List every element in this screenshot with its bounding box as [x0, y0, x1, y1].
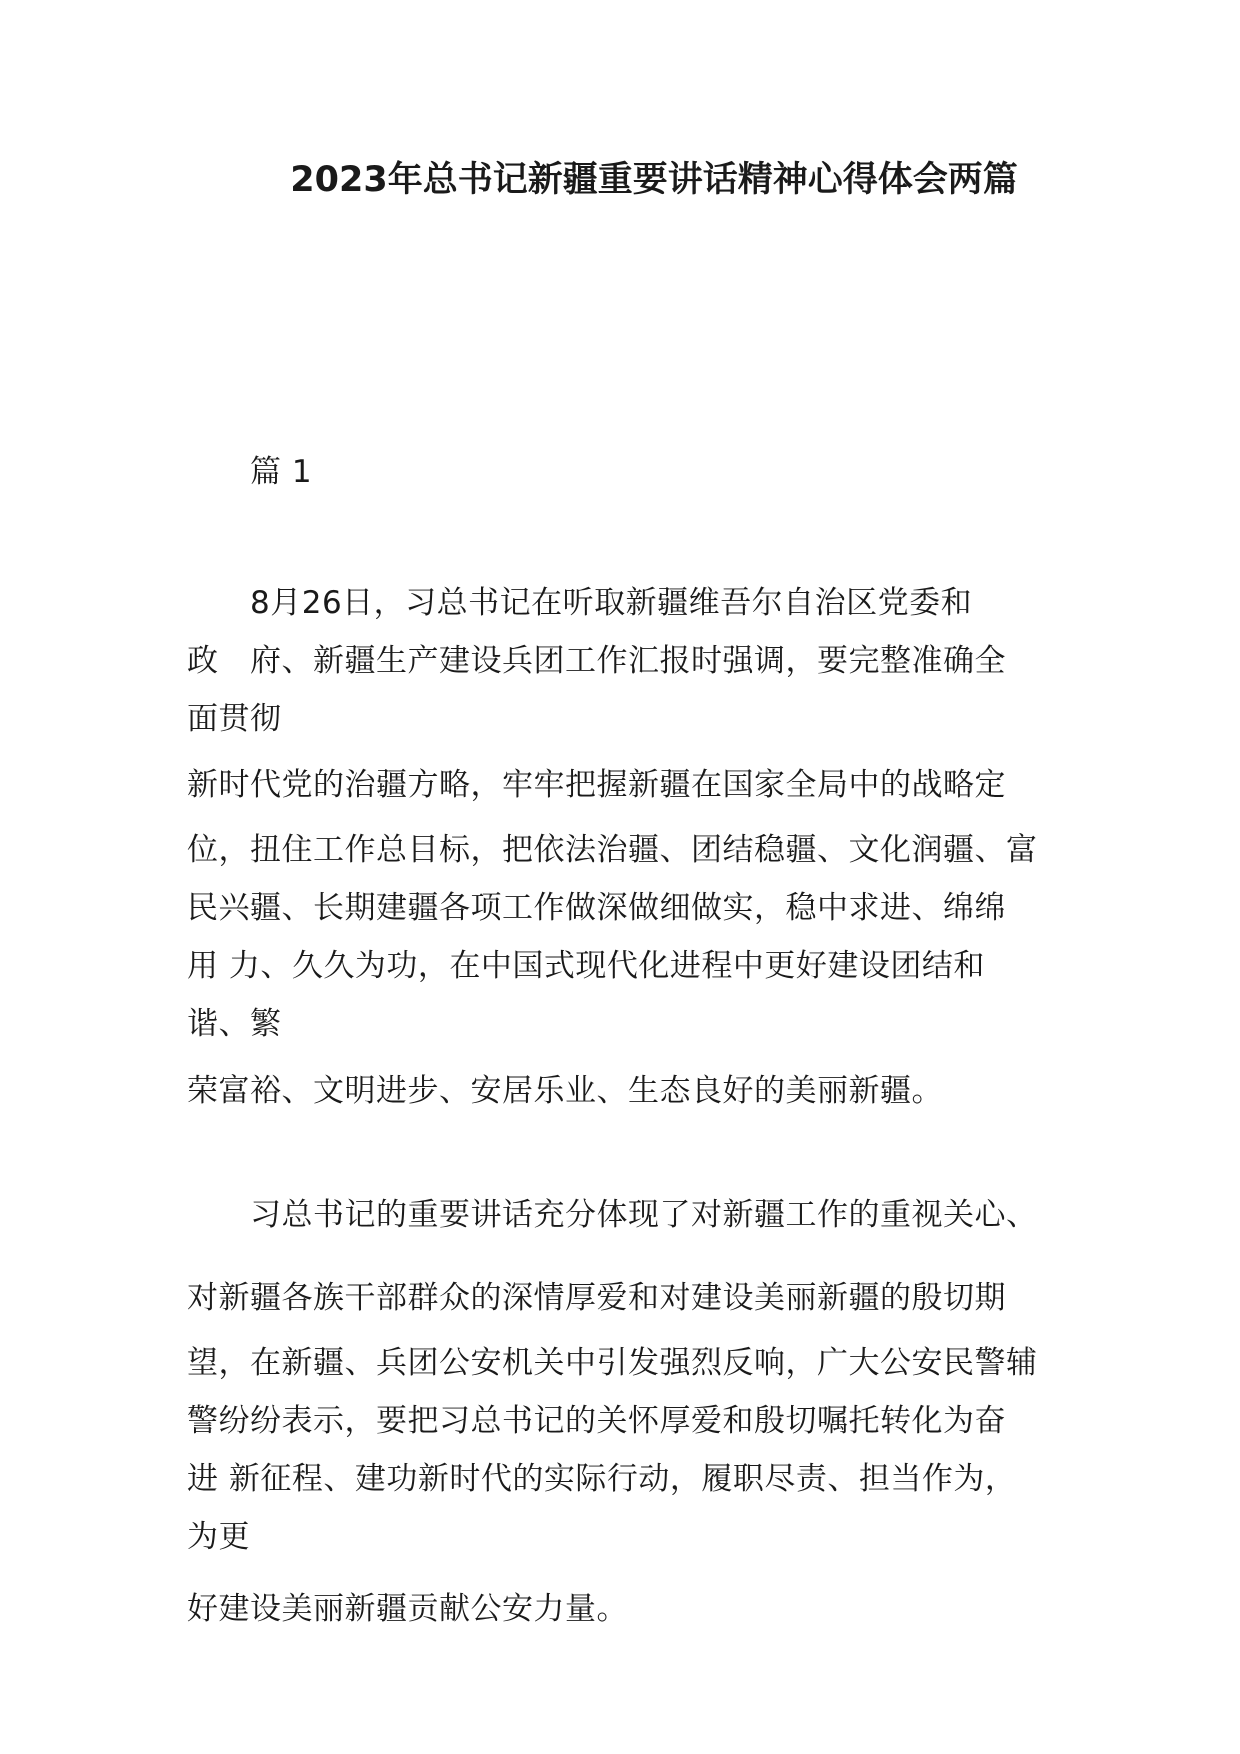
paragraph-2-line-6: 为更: [187, 1519, 250, 1555]
paragraph-2-line-3: 望，在新疆、兵团公安机关中引发强烈反响，广大公安民警辅: [187, 1345, 1038, 1381]
paragraph-1-line-8: 谐、繁: [187, 1006, 282, 1042]
paragraph-2-line-1: 习总书记的重要讲话充分体现了对新疆工作的重视关心、: [250, 1197, 1038, 1233]
paragraph-2-line-7: 好建设美丽新疆贡献公安力量。: [187, 1591, 628, 1627]
paragraph-1-line-6: 民兴疆、长期建疆各项工作做深做细做实，稳中求进、绵绵: [187, 890, 1006, 926]
paragraph-2-line-4: 警纷纷表示，要把习总书记的关怀厚爱和殷切嘱托转化为奋: [187, 1403, 1006, 1439]
paragraph-1-line-5: 位，扭住工作总目标，把依法治疆、团结稳疆、文化润疆、富: [187, 832, 1038, 868]
document-title: 2023年总书记新疆重要讲话精神心得体会两篇: [290, 160, 1018, 200]
paragraph-1-line-3: 面贯彻: [187, 701, 282, 737]
paragraph-1-line-2: 政 府、新疆生产建设兵团工作汇报时强调，要完整准确全: [187, 643, 1006, 679]
paragraph-2-line-2: 对新疆各族干部群众的深情厚爱和对建设美丽新疆的殷切期: [187, 1280, 1006, 1316]
paragraph-1-line-1: 8月26日，习总书记在听取新疆维吾尔自治区党委和: [250, 585, 973, 621]
paragraph-1-line-7: 用 力、久久为功，在中国式现代化进程中更好建设团结和: [187, 948, 985, 984]
paragraph-1-line-9: 荣富裕、文明进步、安居乐业、生态良好的美丽新疆。: [187, 1073, 943, 1109]
paragraph-2-line-5: 进 新征程、建功新时代的实际行动，履职尽责、担当作为，: [187, 1461, 1017, 1497]
section-heading: 篇 1: [250, 454, 313, 490]
paragraph-1-line-4: 新时代党的治疆方略，牢牢把握新疆在国家全局中的战略定: [187, 767, 1006, 803]
